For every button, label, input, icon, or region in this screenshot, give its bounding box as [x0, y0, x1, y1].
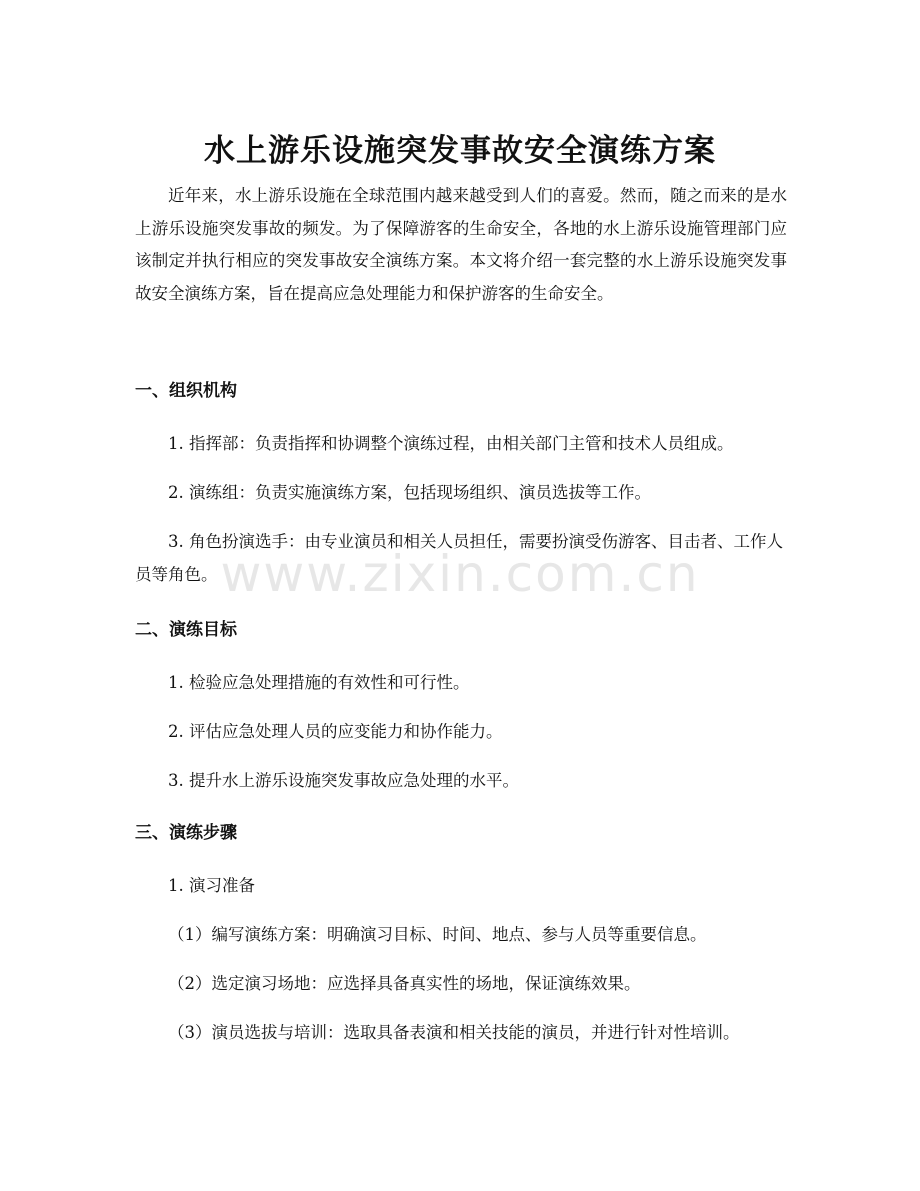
watermark: www.zixin.com.cn [220, 545, 700, 603]
list-item: 1. 指挥部：负责指挥和协调整个演练过程，由相关部门主管和技术人员组成。 [168, 434, 734, 453]
section-heading-organization: 一、组织机构 [135, 381, 237, 401]
list-item: 1. 演习准备 [168, 876, 255, 895]
section-heading-goals: 二、演练目标 [135, 620, 237, 640]
section-heading-steps: 三、演练步骤 [135, 823, 237, 843]
list-item: 3. 提升水上游乐设施突发事故应急处理的水平。 [168, 771, 519, 790]
list-item: （1）编写演练方案：明确演习目标、时间、地点、参与人员等重要信息。 [168, 925, 707, 944]
intro-paragraph: 近年来，水上游乐设施在全球范围内越来越受到人们的喜爱。然而，随之而来的是水上游乐设施突发事故的频发。为了保障游客的生命安全，各地的水上游乐设施管理部门应该制定并执行相应的突发事故安全演练方案。本文将介绍一套完整的水上游乐设施突发事故安全演练方案，旨在提高应急处理能力和保护游客的生命安全。 [135, 186, 787, 303]
list-item: 2. 评估应急处理人员的应变能力和协作能力。 [168, 722, 503, 741]
list-item: （2）选定演习场地：应选择具备真实性的场地，保证演练效果。 [168, 974, 641, 993]
document-title: 水上游乐设施突发事故安全演练方案 [204, 132, 716, 169]
list-item: 1. 检验应急处理措施的有效性和可行性。 [168, 673, 470, 692]
list-item: 2. 演练组：负责实施演练方案，包括现场组织、演员选拔等工作。 [168, 483, 651, 502]
list-item: （3）演员选拔与培训：选取具备表演和相关技能的演员，并进行针对性培训。 [168, 1023, 740, 1042]
list-item: 3. 角色扮演选手：由专业演员和相关人员担任，需要扮演受伤游客、目击者、工作人员等角色。 [135, 532, 783, 584]
